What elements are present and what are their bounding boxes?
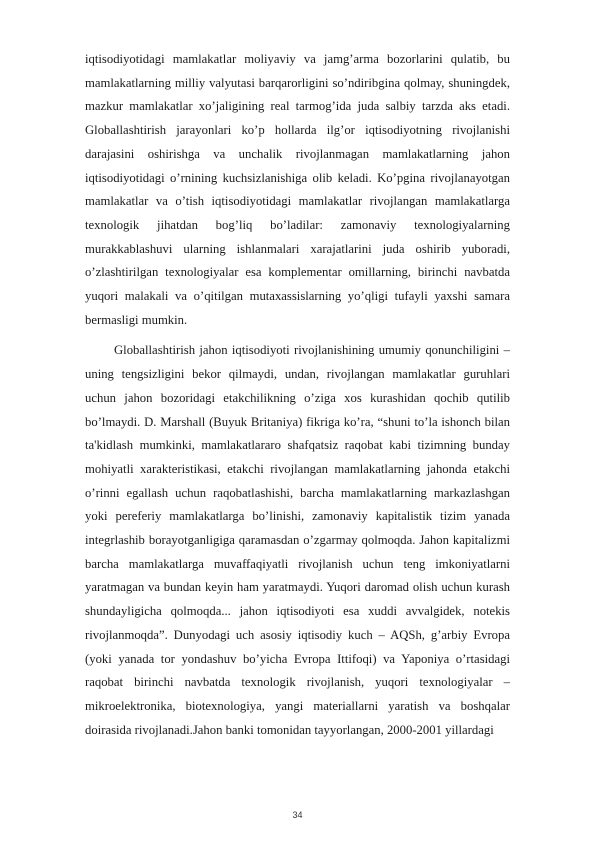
document-page — [85, 48, 510, 742]
paragraph-1: iqtisodiyotidagi mamlakatlar moliyaviy va jamg’arma bozorlarini qulatib, bu mamlakatlarning milliy valyutasi barqarorligini so’ndiribgina qolmay, shuningdek, mazkur mamlakatlar xo’jaligining real tarmog’ida juda salbiy tarzda aks etadi. Globallashtirish jarayonlari ko’p hollarda ilg’or iqtisodiyotning rivojlanishi darajasini oshirishga va unchalik rivojlanmagan mamlakatlarning jahon iqtisodiyotidagi o’rnining kuchsizlanishiga olib keladi. Ko’pgina rivojlanayotgan mamlakatlar va o’tish iqtisodiyotidagi mamlakatlar rivojlangan mamlakatlarga texnologik jihatdan bog’liq bo’ladilar: zamonaviy texnologiyalarning murakkablashuvi ularning ishlanmalari xarajatlarini juda oshirib yuboradi, o’zlashtirilgan texnologiyalar esa komplementar omillarning, birinchi navbatda yuqori malakali va o’qitilgan mutaxassislarning yo’qligi tufayli yaxshi samara bermasligi mumkin. — [85, 52, 510, 327]
paragraph-2: Globallashtirish jahon iqtisodiyoti rivojlanishining umumiy qonunchiligini – uning tengsizligini bekor qilmaydi, undan, rivojlangan mamlakatlar guruhlari uchun jahon bozoridagi etakchilikning o’ziga xos kurashidan qochib qutilib bo’lmaydi. D. Marshall (Buyuk Britaniya) fikriga ko’ra, “shuni to’la ishonch bilan ta'kidlash mumkinki, mamlakatlararo shafqatsiz raqobat kabi tizimning bunday mohiyatli xarakteristikasi, etakchi rivojlangan mamlakatlarning jahonda etakchi o’rinni egallash uchun raqobatlashishi, barcha mamlakatlarning markazlashgan yoki pereferiy mamlakatlarga bo’linishi, zamonaviy kapitalistik tizim yanada integrlashib borayotganligiga qaramasdan o’zgarmay qolmoqda. Jahon kapitalizmi barcha mamlakatlarga muvaffaqiyatli rivojlanish uchun teng imkoniyatlarni yaratmagan va bundan keyin ham yaratmaydi. Yuqori daromad olish uchun kurash shundayligicha qolmoqda... jahon iqtisodiyoti esa xuddi avvalgidek, notekis rivojlanmoqda”. Dunyodagi uch asosiy iqtisodiy kuch – AQSh, g’arbiy Evropa (yoki yanada tor yondashuv bo’yicha Evropa Ittifoqi) va Yaponiya o’rtasidagi raqobat birinchi navbatda texnologik rivojlanish, yuqori texnologiyalar – mikroelektronika, biotexnologiya, yangi materiallarni yaratish va boshqalar doirasida rivojlanadi.Jahon banki tomonidan tayyorlangan, 2000-2001 yillardagi — [85, 343, 510, 737]
page-number: 34 — [292, 810, 303, 820]
